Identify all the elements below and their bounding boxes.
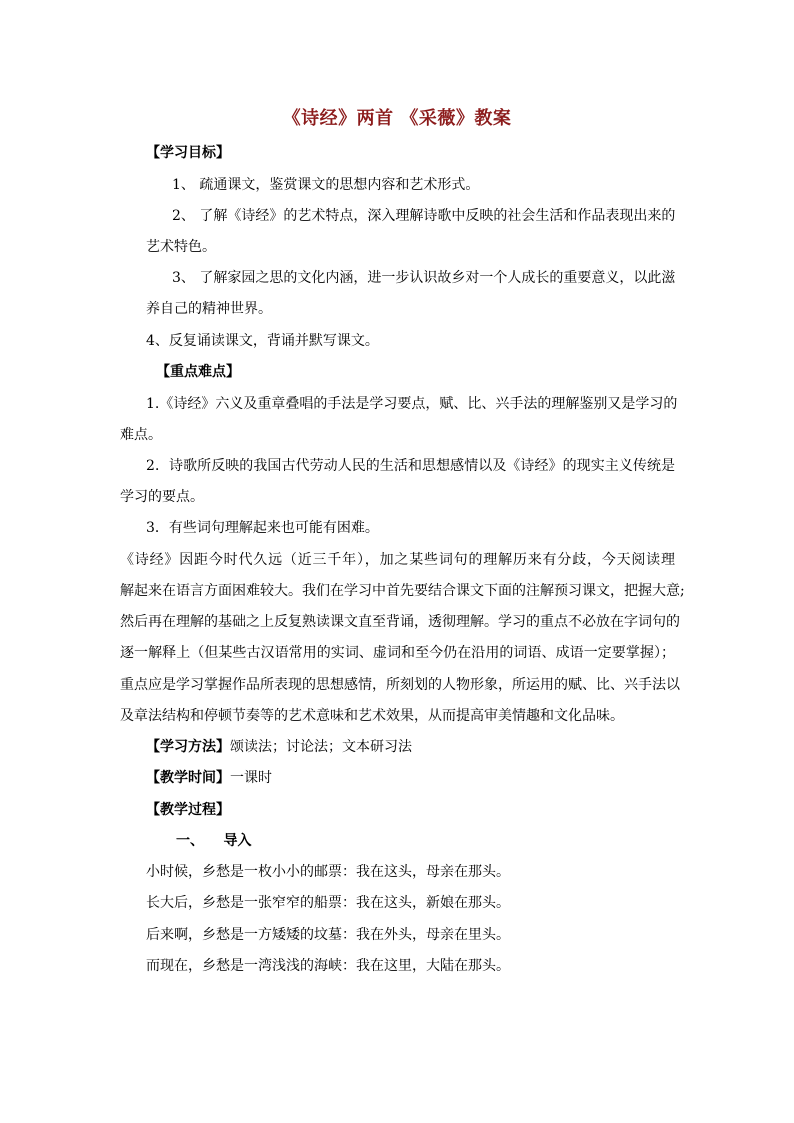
poem-line-4: 而现在，乡愁是一湾浅浅的海峡：我在这里，大陆在那头。 — [146, 958, 510, 974]
process-heading: 【教学过程】 — [146, 802, 230, 818]
process-step-1: 一、 导入 — [176, 833, 252, 849]
intro-paragraph-line-5: 重点应是学习掌握作品所表现的思想感情，所刻划的人物形象，所运用的赋、比、兴手法以 — [120, 677, 680, 693]
poem-line-1: 小时候，乡愁是一枚小小的邮票：我在这头，母亲在那头。 — [146, 864, 510, 880]
methods-label: 【学习方法】 — [146, 739, 230, 755]
objectives-heading: 【学习目标】 — [146, 145, 230, 161]
time-row — [146, 768, 272, 788]
objective-item-2-line-1: 2、 了解《诗经》的艺术特点，深入理解诗歌中反映的社会生活和作品表现出来的 — [172, 208, 676, 224]
difficulty-2-line-1: 2．诗歌所反映的我国古代劳动人民的生活和思想感情以及《诗经》的现实主义传统是 — [146, 458, 675, 474]
objective-item-4: 4、反复诵读课文，背诵并默写课文。 — [146, 333, 379, 349]
objective-item-3-line-1: 3、 了解家园之思的文化内涵，进一步认识故乡对一个人成长的重要意义，以此滋 — [172, 270, 676, 286]
time-label: 【教学时间】 — [146, 770, 230, 786]
intro-paragraph-line-4: 逐一解释上（但某些古汉语常用的实词、虚词和至今仍在沿用的词语、成语一定要掌握）； — [120, 645, 675, 661]
document-title: 《诗经》两首 《采薇》教案 — [282, 108, 512, 129]
methods-value: 颂读法；讨论法；文本研习法 — [230, 739, 412, 755]
intro-paragraph-line-6: 及章法结构和停顿节奏等的艺术意味和艺术效果，从而提高审美情趣和文化品味。 — [120, 708, 624, 724]
intro-paragraph-line-2: 解起来在语言方面困难较大。我们在学习中首先要结合课文下面的注解预习课文，把握大意; — [120, 583, 685, 599]
poem-line-2: 长大后，乡愁是一张窄窄的船票：我在这头，新娘在那头。 — [146, 895, 510, 911]
difficulty-1-line-2: 难点。 — [120, 427, 162, 443]
objective-item-2-line-2: 艺术特色。 — [146, 239, 216, 255]
poem-line-3: 后来啊，乡愁是一方矮矮的坟墓：我在外头，母亲在里头。 — [146, 927, 510, 943]
methods-row — [146, 737, 412, 757]
objective-item-1: 1、 疏通课文，鉴赏课文的思想内容和艺术形式。 — [172, 177, 480, 193]
difficulties-heading: 【重点难点】 — [156, 364, 240, 380]
objective-item-3-line-2: 养自己的精神世界。 — [146, 301, 272, 317]
time-value: 一课时 — [230, 770, 272, 786]
intro-paragraph-line-3: 然后再在理解的基础之上反复熟读课文直至背诵，透彻理解。学习的重点不必放在字词句的 — [120, 614, 680, 630]
intro-paragraph-line-1: 《诗经》因距今时代久远（近三千年），加之某些词句的理解历来有分歧，今天阅读理 — [120, 552, 675, 568]
difficulty-3: 3．有些词句理解起来也可能有困难。 — [146, 520, 379, 536]
difficulty-1-line-1: 1.《诗经》六义及重章叠唱的手法是学习要点，赋、比、兴手法的理解鉴别又是学习的 — [146, 396, 678, 412]
difficulty-2-line-2: 学习的要点。 — [120, 489, 204, 505]
